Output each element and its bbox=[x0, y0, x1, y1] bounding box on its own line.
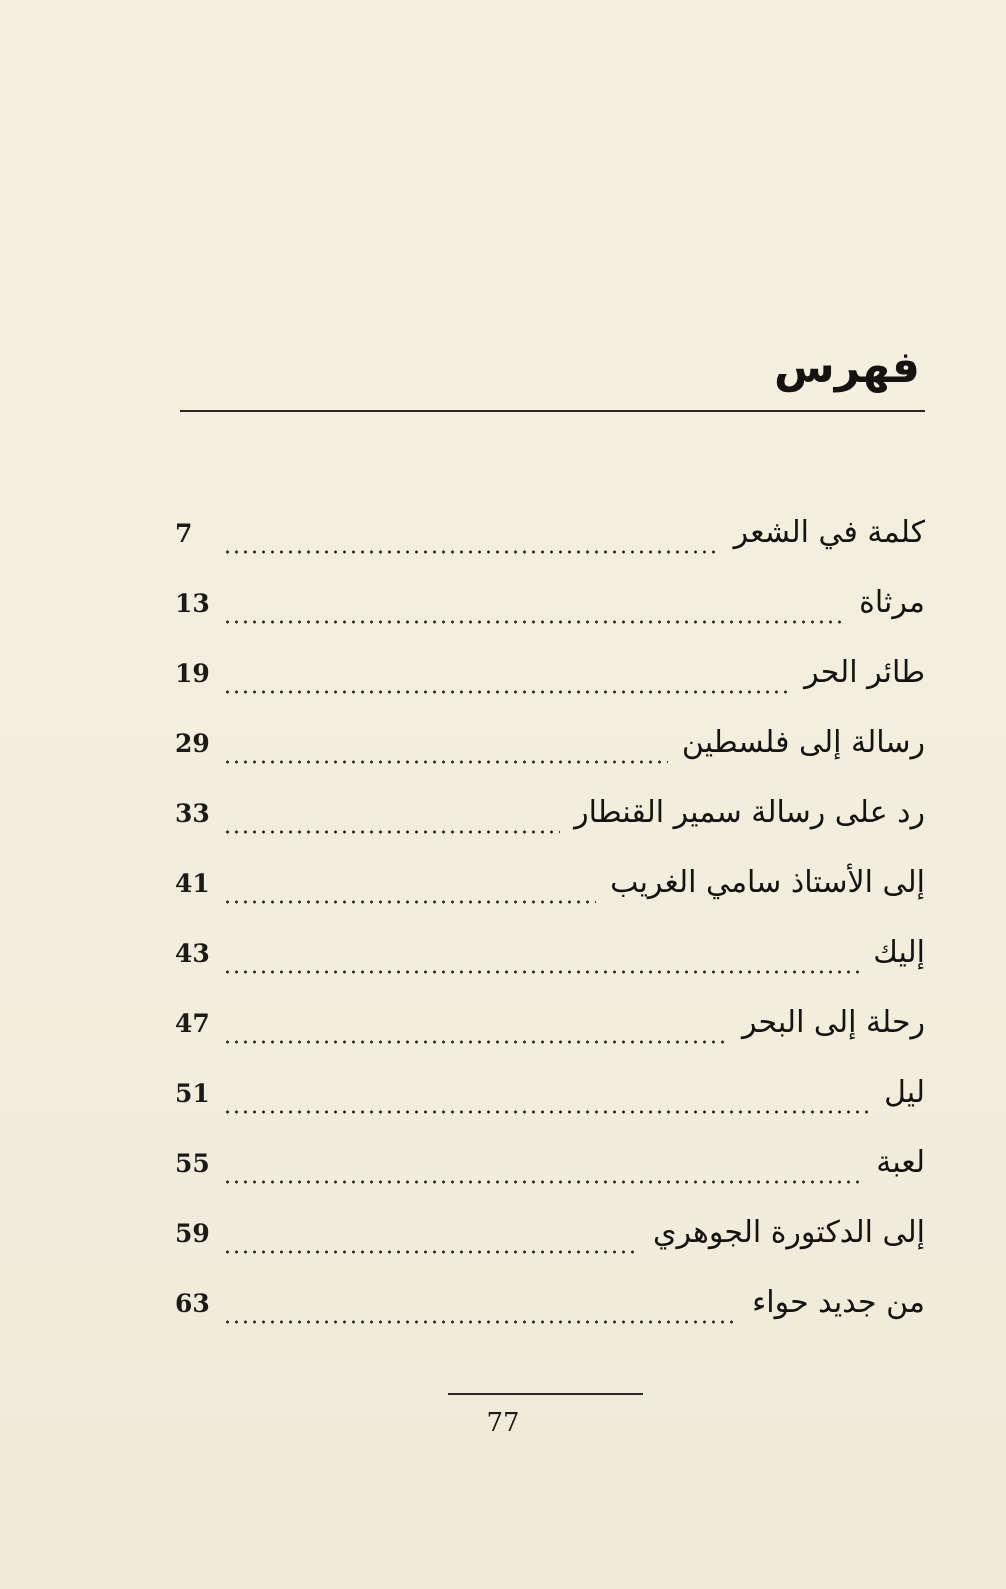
dot-leader bbox=[223, 548, 720, 556]
toc-page-number: 19 bbox=[175, 659, 210, 688]
toc-entry-title: من جديد حواء bbox=[752, 1285, 925, 1320]
toc-page-number: 51 bbox=[175, 1079, 210, 1108]
dot-leader bbox=[223, 1318, 738, 1326]
toc-entry-title: إليك bbox=[873, 935, 925, 970]
toc-page-number: 63 bbox=[175, 1289, 210, 1318]
dot-leader bbox=[223, 1038, 728, 1046]
table-of-contents bbox=[175, 515, 925, 1355]
dot-leader bbox=[223, 688, 790, 696]
toc-entry-title: لعبة bbox=[876, 1145, 925, 1180]
dot-leader bbox=[223, 968, 859, 976]
toc-entry-title: رحلة إلى البحر bbox=[741, 1005, 925, 1040]
toc-entry bbox=[175, 1285, 925, 1355]
toc-entry-title: رسالة إلى فلسطين bbox=[681, 725, 925, 760]
toc-entry-title: ليل bbox=[884, 1075, 925, 1110]
toc-entry-title: إلى الدكتورة الجوهري bbox=[652, 1215, 925, 1250]
page-title: فهرس bbox=[774, 342, 920, 393]
toc-page-number: 47 bbox=[175, 1009, 210, 1038]
dot-leader bbox=[223, 1178, 862, 1186]
toc-entry-title: كلمة في الشعر bbox=[733, 515, 925, 550]
toc-page-number: 43 bbox=[175, 939, 210, 968]
toc-entry bbox=[175, 585, 925, 655]
toc-entry-title: إلى الأستاذ سامي الغريب bbox=[610, 865, 925, 900]
page-number: 77 bbox=[486, 1408, 520, 1438]
title-divider bbox=[180, 410, 925, 412]
toc-entry bbox=[175, 1005, 925, 1075]
toc-page-number: 59 bbox=[175, 1219, 210, 1248]
footer-divider bbox=[448, 1393, 643, 1395]
toc-entry bbox=[175, 1075, 925, 1145]
toc-entry bbox=[175, 1215, 925, 1285]
dot-leader bbox=[223, 828, 560, 836]
toc-page-number: 13 bbox=[175, 589, 210, 618]
toc-entry bbox=[175, 655, 925, 725]
toc-page-number: 29 bbox=[175, 729, 210, 758]
toc-page-number: 7 bbox=[175, 519, 193, 548]
toc-entry bbox=[175, 795, 925, 865]
toc-entry bbox=[175, 515, 925, 585]
toc-entry-title: طائر الحر bbox=[804, 655, 925, 690]
dot-leader bbox=[223, 898, 596, 906]
dot-leader bbox=[223, 1248, 639, 1256]
dot-leader bbox=[223, 618, 845, 626]
dot-leader bbox=[223, 758, 668, 766]
toc-page-number: 33 bbox=[175, 799, 210, 828]
toc-entry-title: مرثاة bbox=[859, 585, 925, 620]
toc-entry-title: رد على رسالة سمير القنطار bbox=[574, 795, 925, 830]
toc-page-number: 41 bbox=[175, 869, 210, 898]
toc-entry bbox=[175, 865, 925, 935]
toc-entry bbox=[175, 725, 925, 795]
toc-page-number: 55 bbox=[175, 1149, 210, 1178]
toc-entry bbox=[175, 935, 925, 1005]
dot-leader bbox=[223, 1108, 870, 1116]
toc-entry bbox=[175, 1145, 925, 1215]
